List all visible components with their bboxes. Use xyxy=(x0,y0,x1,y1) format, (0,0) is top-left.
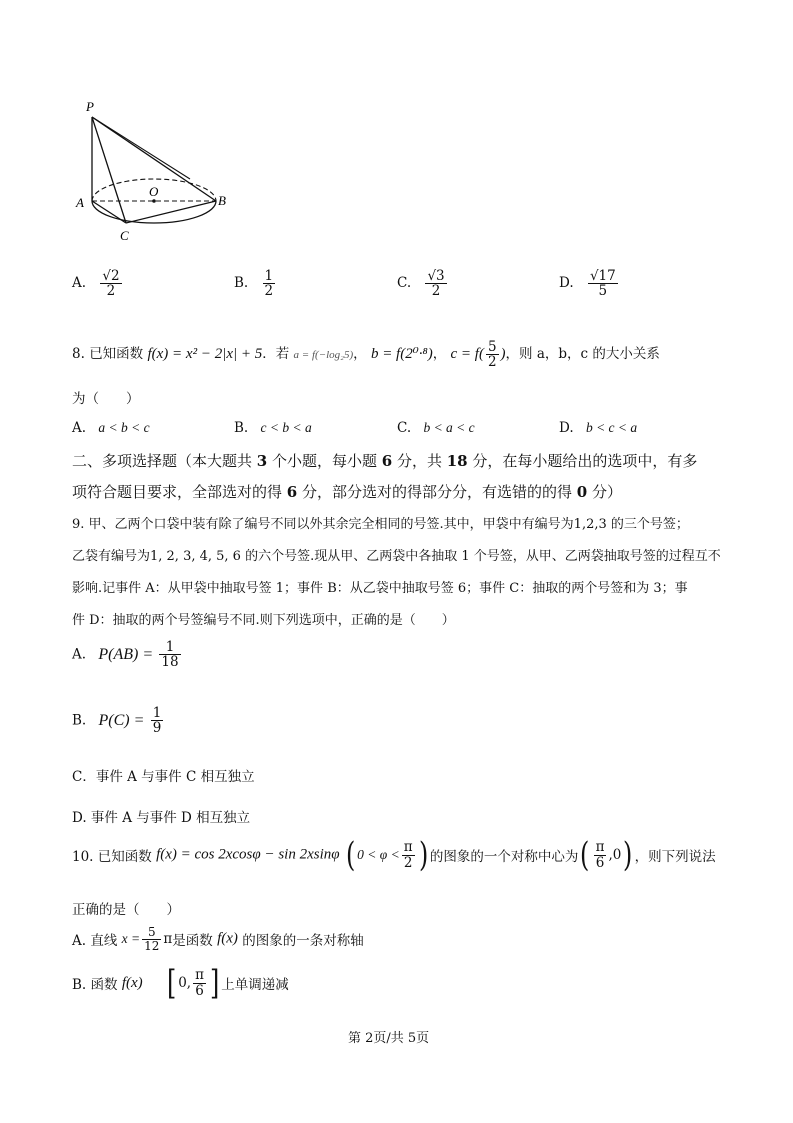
q10-stem-line1: 10. 已知函数 f(x) = cos 2xcosφ − sin 2xsinφ ( 0 < φ < $\frac{\pi}{2}$ ) 的图象的一个对称中心为( $\frac{\pi}{6}$ ,0) ，则下列说法 xyxy=(72,835,716,875)
q9-stem-line3: 影响.记事件 A：从甲袋中抽取号签 1；事件 B：从乙袋中抽取号签 6；事件 C：抽取的两个号签和为 3；事 xyxy=(72,581,688,596)
segment-pc xyxy=(92,117,126,223)
label-o: O xyxy=(149,184,159,199)
label-b: B xyxy=(218,193,226,208)
label-a: A xyxy=(76,195,84,210)
q9-stem-line4: 件 D：抽取的两个号签编号不同.则下列选项中，正确的是（ ） xyxy=(72,613,455,628)
right-paren: ) xyxy=(418,835,428,875)
q8-option-d[interactable]: D. b < c < a xyxy=(559,420,638,436)
section2-header-line1: 二、多项选择题（本大题共 3 个小题，每小题 6 分，共 18 分，在每小题给出的选项中，有多 xyxy=(72,452,698,470)
q7-option-b[interactable]: B. $\frac{1}{2}$ xyxy=(234,268,274,300)
q9-option-d[interactable]: D. 事件 A 与事件 D 相互独立 xyxy=(72,810,251,826)
right-paren: ) xyxy=(623,835,633,875)
page-footer: 第 2页/共 5页 xyxy=(348,1031,430,1046)
q8-option-a[interactable]: A. a < b < c xyxy=(72,420,150,436)
left-paren: ( xyxy=(345,835,356,875)
q10-stem-line2: 正确的是（ ） xyxy=(72,902,180,918)
q8-stem-line2: 为（ ） xyxy=(72,391,140,407)
q9-option-c[interactable]: C．事件 A 与事件 C 相互独立 xyxy=(72,769,255,785)
q9-stem-line1: 9. 甲、乙两个口袋中装有除了编号不同以外其余完全相同的号签.其中，甲袋中有编号为1,2,3 的三个号签； xyxy=(72,517,689,532)
segment-ac xyxy=(92,201,126,223)
q9-option-a[interactable]: A. P(AB) = $\frac{1}{18}$ xyxy=(72,639,179,671)
q8-stem-line1: 8. 已知函数 f(x) = x² − 2|x| + 5．若 a = f(−log₂5)， b = f(2⁰·⁸)， c = f( $\frac{5}{2}$ )，则 a，b，c 的大小关系 xyxy=(72,339,660,371)
right-bracket: ] xyxy=(209,963,220,1003)
q8-option-c[interactable]: C. b < a < c xyxy=(397,420,475,436)
left-bracket: [ xyxy=(166,963,177,1003)
label-p: P xyxy=(86,99,94,114)
segment-cb xyxy=(126,201,216,223)
q8-option-b[interactable]: B. c < b < a xyxy=(234,420,312,436)
q9-stem-line2: 乙袋有编号为1, 2, 3, 4, 5, 6 的六个号签.现从甲、乙两袋中各抽取 1 个号签，从甲、乙两袋抽取号签的过程互不 xyxy=(72,549,721,564)
label-c: C xyxy=(120,228,129,243)
q7-option-a[interactable]: A. $\frac{√2}{2}$ xyxy=(72,268,120,300)
q10-option-a[interactable]: A. 直线 x = $\frac{5}{12}$ π是函数 f(x) 的图象的一条对称轴 xyxy=(72,925,364,953)
left-paren: ( xyxy=(580,835,590,875)
q7-option-d[interactable]: D. $\frac{√17}{5}$ xyxy=(559,268,616,300)
base-ellipse-front xyxy=(92,201,216,223)
q9-option-b[interactable]: B. P(C) = $\frac{1}{9}$ xyxy=(72,705,162,737)
q7-option-c[interactable]: C. $\frac{√3}{2}$ xyxy=(397,268,445,300)
center-point-o xyxy=(152,199,156,203)
q10-option-b[interactable]: B. 函数 f(x) [ 0, $\frac{\pi}{6}$ ] 上单调递减 xyxy=(72,963,289,1003)
segment-po xyxy=(92,117,190,179)
section2-header-line2: 项符合题目要求，全部选对的得 6 分，部分选对的得部分分，有选错的的得 0 分） xyxy=(72,483,622,501)
geometry-figure xyxy=(70,95,240,245)
